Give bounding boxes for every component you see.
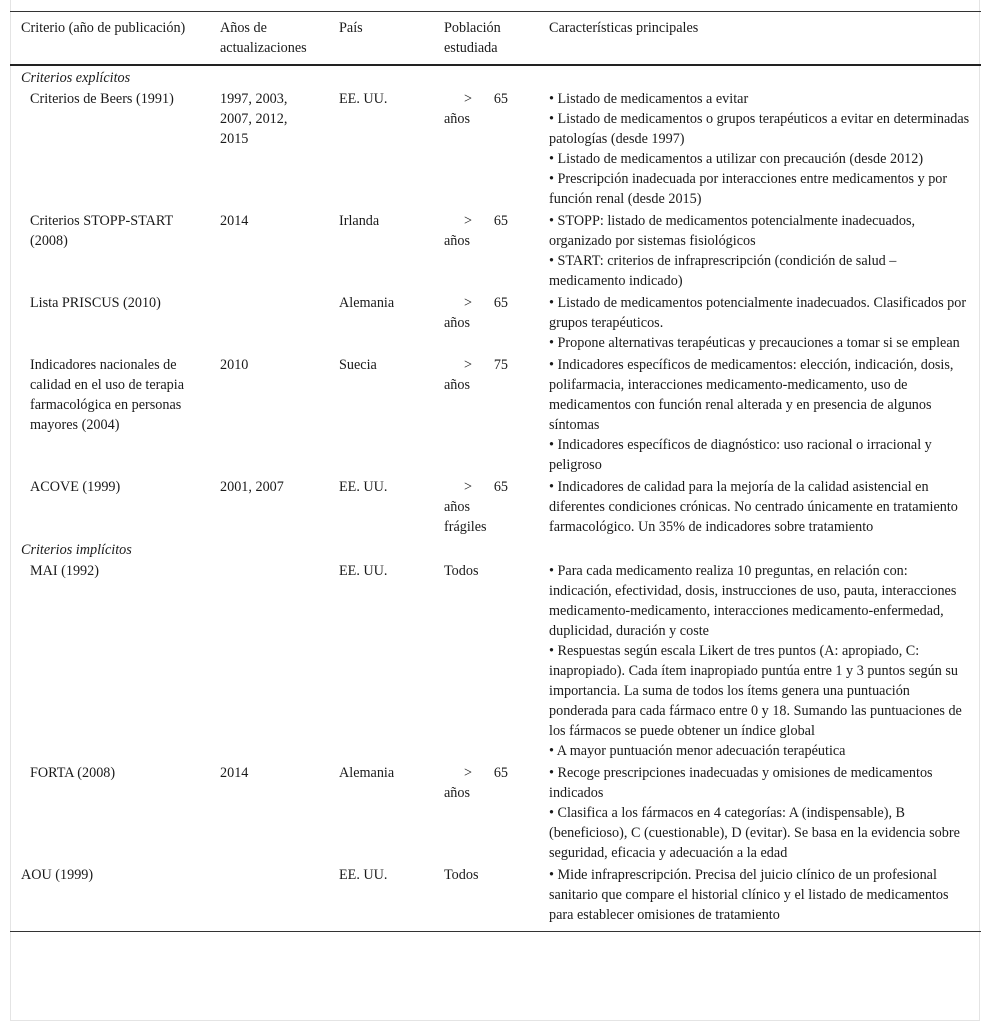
header-anios: Años de actualizaciones <box>220 20 307 56</box>
cell-poblacion <box>433 88 538 210</box>
list-item: • Indicadores de calidad para la mejoría de la calidad asistencial en diferentes condiciones crónicas. No centrado únicamente en tratamiento farmacológico. Un 35% de indicadores sobre tratamiento <box>549 479 958 535</box>
pop-sign: > <box>464 357 473 373</box>
section-explicitos: Criterios explícitos <box>21 70 131 86</box>
cell-poblacion <box>433 210 538 292</box>
cell-poblacion <box>433 476 538 538</box>
header-pais: País <box>339 20 363 36</box>
table-row <box>10 864 981 932</box>
table-row <box>10 292 981 354</box>
pop-rest: años <box>444 785 471 801</box>
table-row <box>10 560 981 762</box>
pop-num: 65 <box>493 295 508 311</box>
criteria-table <box>10 11 981 932</box>
pop-rest: años frágiles <box>444 499 487 535</box>
cell-pais: Suecia <box>339 357 377 373</box>
cell-poblacion <box>433 762 538 864</box>
cell-caracteristicas <box>538 88 981 210</box>
cell-anios: 2014 <box>220 213 249 229</box>
cell-anios: 2001, 2007 <box>220 479 284 495</box>
cell-anios: 1997, 2003, 2007, 2012, 2015 <box>220 91 288 147</box>
cell-anios: 2014 <box>220 765 249 781</box>
cell-pais: EE. UU. <box>339 867 388 883</box>
header-caracteristicas: Características principales <box>549 20 699 36</box>
list-item: • STOPP: listado de medicamentos potencialmente inadecuados, organizado por sistemas fisiológicos <box>549 213 916 249</box>
cell-criterio: FORTA (2008) <box>30 765 116 781</box>
cell-criterio: ACOVE (1999) <box>30 479 121 495</box>
pop-sign: > <box>464 479 473 495</box>
list-item: • Listado de medicamentos o grupos terapéuticos a evitar en determinadas patologías (desde 1997) <box>549 111 970 147</box>
pop-num: 65 <box>493 91 508 107</box>
cell-pais: Alemania <box>339 295 395 311</box>
pop-sign: > <box>464 295 473 311</box>
list-item: • Propone alternativas terapéuticas y precauciones a tomar si se emplean <box>549 335 960 351</box>
table-row <box>10 354 981 476</box>
cell-criterio: Criterios de Beers (1991) <box>30 91 174 107</box>
pop-rest: años <box>444 377 471 393</box>
table-row <box>10 210 981 292</box>
cell-pais: Irlanda <box>339 213 380 229</box>
cell-pais: EE. UU. <box>339 563 388 579</box>
cell-anios: 2010 <box>220 357 249 373</box>
section-row <box>10 65 981 88</box>
pop-num: 75 <box>493 357 508 373</box>
cell-pais: EE. UU. <box>339 479 388 495</box>
cell-caracteristicas <box>538 476 981 538</box>
pop-sign: > <box>464 213 473 229</box>
cell-poblacion: Todos <box>444 563 479 579</box>
list-item: • Indicadores específicos de diagnóstico: uso racional o irracional y peligroso <box>549 437 932 473</box>
pop-sign: > <box>464 91 473 107</box>
header-poblacion: Población estudiada <box>444 20 501 56</box>
list-item: • Para cada medicamento realiza 10 preguntas, en relación con: indicación, efectividad, dosis, instrucciones de uso, pauta, interacciones medicamento-medicamento, interacciones medicamento-enfermedad, duplicidad, duración y coste <box>549 563 957 639</box>
cell-poblacion <box>433 354 538 476</box>
section-row <box>10 538 981 560</box>
pop-rest: años <box>444 233 471 249</box>
list-item: • Prescripción inadecuada por interacciones entre medicamentos y por función renal (desde 2015) <box>549 171 948 207</box>
cell-poblacion: Todos <box>444 867 479 883</box>
pop-num: 65 <box>493 765 508 781</box>
pop-sign: > <box>464 765 473 781</box>
cell-criterio: AOU (1999) <box>21 867 94 883</box>
cell-poblacion <box>433 292 538 354</box>
cell-criterio: Criterios STOPP-START (2008) <box>30 213 173 249</box>
cell-caracteristicas <box>538 560 981 762</box>
cell-anios <box>209 864 328 932</box>
cell-criterio: MAI (1992) <box>30 563 99 579</box>
cell-pais: EE. UU. <box>339 91 388 107</box>
cell-caracteristicas <box>538 762 981 864</box>
pop-rest: años <box>444 315 471 331</box>
cell-caracteristicas <box>538 354 981 476</box>
list-item: • Clasifica a los fármacos en 4 categorías: A (indispensable), B (beneficioso), C (cuestionable), D (evitar). Se basa en la evidencia sobre seguridad, eficacia y adecuación a la edad <box>549 805 960 861</box>
pop-num: 65 <box>493 213 508 229</box>
pop-num: 65 <box>493 479 508 495</box>
list-item: • Respuestas según escala Likert de tres puntos (A: apropiado, C: inapropiado). Cada ítem inapropiado puntúa entre 1 y 3 puntos según su importancia. La suma de todos los ítems genera una puntuación ponderada para cada fármaco entre 0 y 18. Sumando las puntuaciones de los fármacos se puede obtener un índice global <box>549 643 962 739</box>
cell-pais: Alemania <box>339 765 395 781</box>
cell-anios <box>209 292 328 354</box>
pop-rest: años <box>444 111 471 127</box>
list-item: • START: criterios de infraprescripción (condición de salud – medicamento indicado) <box>549 253 897 289</box>
list-item: • Listado de medicamentos a evitar <box>549 91 749 107</box>
header-criterio: Criterio (año de publicación) <box>21 20 186 36</box>
list-item: • A mayor puntuación menor adecuación terapéutica <box>549 743 846 759</box>
cell-criterio: Lista PRISCUS (2010) <box>30 295 161 311</box>
table-row <box>10 762 981 864</box>
cell-anios <box>209 560 328 762</box>
list-item: • Mide infraprescripción. Precisa del juicio clínico de un profesional sanitario que compare el historial clínico y el listado de medicamentos para establecer omisiones de tratamiento <box>549 867 949 923</box>
cell-caracteristicas <box>538 864 981 932</box>
list-item: • Listado de medicamentos a utilizar con precaución (desde 2012) <box>549 151 924 167</box>
section-implicitos: Criterios implícitos <box>21 542 132 558</box>
list-item: • Recoge prescripciones inadecuadas y omisiones de medicamentos indicados <box>549 765 933 801</box>
cell-criterio: Indicadores nacionales de calidad en el uso de terapia farmacológica en personas mayores (2004) <box>30 357 185 433</box>
cell-caracteristicas <box>538 210 981 292</box>
table-row <box>10 88 981 210</box>
table-row <box>10 476 981 538</box>
cell-caracteristicas <box>538 292 981 354</box>
header-row <box>10 12 981 66</box>
list-item: • Indicadores específicos de medicamentos: elección, indicación, dosis, polifarmacia, interacciones medicamento-medicamento, uso de medicamentos con función renal alterada y en presencia de algunos síntomas <box>549 357 954 433</box>
list-item: • Listado de medicamentos potencialmente inadecuados. Clasificados por grupos terapéuticos. <box>549 295 967 331</box>
